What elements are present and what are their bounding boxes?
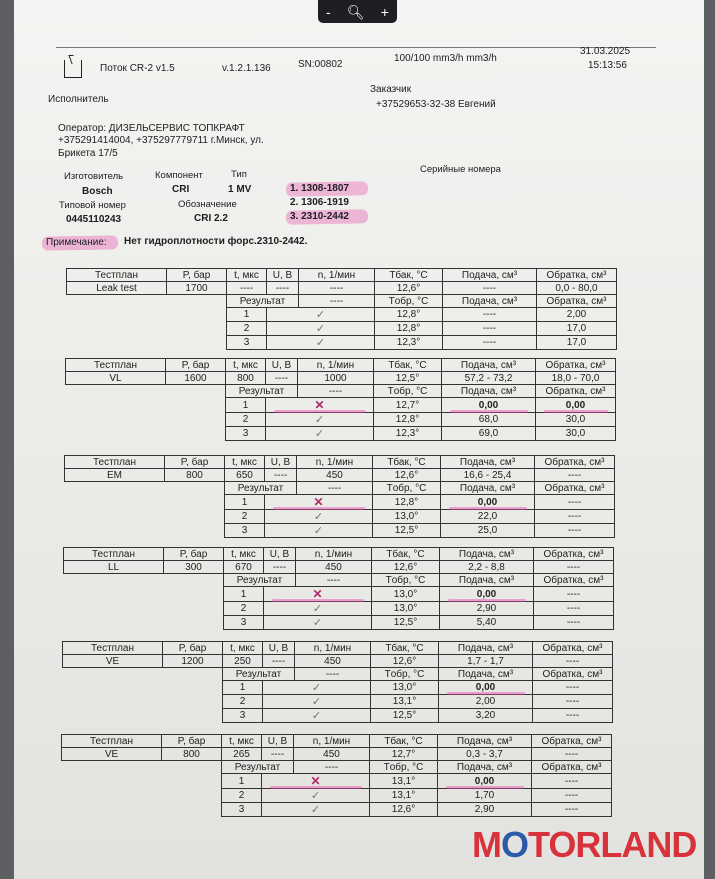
highlighter-stroke	[270, 786, 362, 789]
return-value: ----	[533, 709, 613, 723]
serial-number: SN:00802	[298, 59, 343, 70]
return-header: Обратка, см³	[534, 548, 614, 561]
pressure-header: P, бар	[163, 642, 223, 655]
model-value: 0445110243	[66, 214, 122, 225]
return-value: 30,0	[536, 413, 616, 427]
cylinder-number: 2	[223, 695, 263, 709]
return-value: ----	[535, 510, 615, 524]
plan-u-value: ----	[264, 561, 296, 574]
test-plan-table	[66, 268, 617, 350]
return-temp-value: 12,6°	[370, 803, 438, 817]
voltage-header: U, В	[267, 269, 299, 282]
component-label: Компонент	[155, 170, 203, 181]
return-header: Обратка, см³	[532, 735, 612, 748]
plan-t-value: 650	[225, 469, 265, 482]
plan-plan-value: LL	[64, 561, 164, 574]
return-temp-value: 12,8°	[375, 308, 443, 322]
plan-n-value: 450	[294, 748, 370, 761]
feed-header: Подача, см³	[440, 548, 534, 561]
software-version: v.1.2.1.136	[222, 63, 271, 74]
plan-u-value: ----	[267, 282, 299, 295]
feed-value: 2,90	[438, 803, 532, 817]
time-header: t, мкс	[223, 642, 263, 655]
report-date: 31.03.2025	[580, 46, 631, 57]
fail-mark-icon: ✕	[266, 398, 374, 413]
highlighter-stroke	[274, 410, 366, 413]
customer-label: Заказчик	[370, 84, 412, 95]
operator-line-3: Брикета 17/5	[58, 148, 118, 159]
return-temp-value: 12,8°	[374, 413, 442, 427]
test-plan-table	[64, 455, 615, 538]
result-dash: ----	[296, 574, 372, 587]
voltage-header: U, В	[264, 548, 296, 561]
return-header: Обратка, см³	[537, 295, 617, 308]
return-header: Обратка, см³	[535, 456, 615, 469]
highlighter-stroke	[447, 692, 525, 695]
return-temp-value: 12,5°	[372, 616, 440, 630]
return-temp-value: 12,5°	[373, 524, 441, 538]
plan-plan-value: Leak test	[67, 282, 167, 295]
plan-plan-value: VE	[63, 655, 163, 668]
feed-header: Подача, см³	[439, 668, 533, 681]
result-header: Результат	[223, 668, 295, 681]
cylinder-number: 3	[222, 803, 262, 817]
rpm-header: n, 1/мин	[295, 642, 371, 655]
return-temp-value: 12,8°	[373, 495, 441, 510]
plan-t-value: 265	[222, 748, 262, 761]
check-mark-icon: ✓	[263, 709, 371, 723]
feed-value: 22,0	[441, 510, 535, 524]
plan-tbak-value: 12,7°	[370, 748, 438, 761]
plan-ret-value: ----	[535, 469, 615, 482]
plan-tbak-value: 12,6°	[372, 561, 440, 574]
highlighter-stroke	[544, 410, 608, 413]
test-plan-table	[62, 641, 613, 723]
check-mark-icon: ✓	[267, 336, 375, 350]
return-value: ----	[533, 695, 613, 709]
cylinder-number: 3	[226, 427, 266, 441]
fail-mark-icon: ✕	[262, 774, 370, 789]
feed-header: Подача, см³	[441, 456, 535, 469]
plan-feed-value: ----	[443, 282, 537, 295]
cylinder-number: 2	[225, 510, 265, 524]
voltage-header: U, В	[265, 456, 297, 469]
plan-header: Тестплан	[66, 359, 166, 372]
return-value: 0,00	[536, 398, 616, 413]
result-header: Результат	[224, 574, 296, 587]
plan-p-value: 800	[162, 748, 222, 761]
check-mark-icon: ✓	[264, 616, 372, 630]
note-label: Примечание:	[46, 237, 107, 248]
feed-header: Подача, см³	[438, 735, 532, 748]
plan-ret-value: 18,0 - 70,0	[536, 372, 616, 385]
cylinder-number: 1	[226, 398, 266, 413]
cylinder-number: 2	[227, 322, 267, 336]
model-label: Типовой номер	[59, 200, 126, 211]
component-value: CRI	[172, 184, 190, 195]
plan-feed-value: 0,3 - 3,7	[438, 748, 532, 761]
plan-ret-value: ----	[533, 655, 613, 668]
result-header: Результат	[225, 482, 297, 495]
plan-n-value: 450	[295, 655, 371, 668]
plan-ret-value: ----	[532, 748, 612, 761]
return-value: ----	[534, 587, 614, 602]
check-mark-icon: ✓	[263, 681, 371, 695]
plan-p-value: 800	[165, 469, 225, 482]
plan-t-value: 670	[224, 561, 264, 574]
result-dash: ----	[294, 761, 370, 774]
return-temp-value: 12,8°	[375, 322, 443, 336]
rpm-header: n, 1/мин	[297, 456, 373, 469]
return-value: ----	[534, 602, 614, 616]
highlighter-stroke	[446, 786, 524, 789]
highlighter-stroke	[272, 599, 364, 602]
plan-feed-value: 57,2 - 73,2	[442, 372, 536, 385]
feed-value: 0,00	[439, 681, 533, 695]
cylinder-number: 1	[223, 681, 263, 695]
feed-value: 2,90	[440, 602, 534, 616]
feed-value: ----	[443, 336, 537, 350]
result-header: Результат	[222, 761, 294, 774]
return-header: Обратка, см³	[537, 269, 617, 282]
cylinder-number: 3	[227, 336, 267, 350]
plan-header: Тестплан	[65, 456, 165, 469]
highlighter-stroke	[448, 599, 526, 602]
return-temp-value: 13,1°	[370, 774, 438, 789]
cylinder-number: 1	[225, 495, 265, 510]
result-dash: ----	[298, 385, 374, 398]
pressure-header: P, бар	[164, 548, 224, 561]
return-temp-value: 13,1°	[370, 789, 438, 803]
plan-ret-value: 0,0 - 80,0	[537, 282, 617, 295]
plan-plan-value: EM	[65, 469, 165, 482]
check-mark-icon: ✓	[264, 602, 372, 616]
plan-t-value: ----	[227, 282, 267, 295]
plan-t-value: 250	[223, 655, 263, 668]
feed-header: Подача, см³	[443, 295, 537, 308]
plan-tbak-value: 12,5°	[374, 372, 442, 385]
feed-header: Подача, см³	[439, 642, 533, 655]
plan-feed-value: 16,6 - 25,4	[441, 469, 535, 482]
return-header: Обратка, см³	[536, 359, 616, 372]
check-mark-icon: ✓	[265, 524, 373, 538]
tank-temp-header: Tбак, °C	[371, 642, 439, 655]
cylinder-number: 3	[225, 524, 265, 538]
check-mark-icon: ✓	[262, 803, 370, 817]
return-value: 17,0	[537, 322, 617, 336]
feed-value: 0,00	[441, 495, 535, 510]
feed-value: ----	[443, 322, 537, 336]
voltage-header: U, В	[266, 359, 298, 372]
return-value: ----	[535, 524, 615, 538]
rpm-header: n, 1/мин	[298, 359, 374, 372]
note-text: Нет гидроплотности форс.2310-2442.	[124, 236, 308, 247]
return-header: Обратка, см³	[532, 761, 612, 774]
voltage-header: U, В	[262, 735, 294, 748]
check-mark-icon: ✓	[266, 427, 374, 441]
result-dash: ----	[297, 482, 373, 495]
rpm-header: n, 1/мин	[299, 269, 375, 282]
designation-label: Обозначение	[178, 199, 237, 210]
motorland-watermark: MOTORLAND	[472, 824, 697, 865]
operator-line-1: Оператор: ДИЗЕЛЬСЕРВИС ТОПКРАФТ	[58, 123, 245, 134]
return-value: ----	[532, 789, 612, 803]
plan-ret-value: ----	[534, 561, 614, 574]
check-mark-icon: ✓	[265, 510, 373, 524]
plan-feed-value: 2,2 - 8,8	[440, 561, 534, 574]
return-temp-value: 12,5°	[371, 709, 439, 723]
feed-value: 1,70	[438, 789, 532, 803]
return-temp-value: 13,0°	[372, 587, 440, 602]
cylinder-number: 2	[224, 602, 264, 616]
feed-header: Подача, см³	[438, 761, 532, 774]
feed-value: ----	[443, 308, 537, 322]
feed-value: 5,40	[440, 616, 534, 630]
highlighter-stroke	[450, 410, 528, 413]
operator-line-2: +375291414004, +375297779711 г.Минск, ул.	[58, 135, 264, 146]
plan-n-value: 450	[297, 469, 373, 482]
fail-mark-icon: ✕	[265, 495, 373, 510]
feed-value: 0,00	[442, 398, 536, 413]
check-mark-icon: ✓	[263, 695, 371, 709]
designation-value: CRI 2.2	[194, 213, 228, 224]
plan-p-value: 1200	[163, 655, 223, 668]
check-mark-icon: ✓	[267, 322, 375, 336]
test-plan-table	[63, 547, 614, 630]
type-label: Тип	[231, 169, 247, 180]
tank-temp-header: Tбак, °C	[374, 359, 442, 372]
feed-value: 3,20	[439, 709, 533, 723]
plan-n-value: ----	[299, 282, 375, 295]
feed-value: 68,0	[442, 413, 536, 427]
maker-label: Изготовитель	[64, 171, 124, 182]
return-temp-value: 13,0°	[372, 602, 440, 616]
zoom-out-button[interactable]: -	[326, 3, 331, 20]
plan-t-value: 800	[226, 372, 266, 385]
result-header: Результат	[226, 385, 298, 398]
return-value: ----	[535, 495, 615, 510]
return-temp-header: Tобр, °C	[375, 295, 443, 308]
pressure-header: P, бар	[166, 359, 226, 372]
customer-value: +37529653-32-38 Евгений	[376, 99, 496, 110]
check-mark-icon: ✓	[266, 413, 374, 427]
return-value: ----	[532, 803, 612, 817]
test-plan-table	[65, 358, 616, 441]
plan-n-value: 1000	[298, 372, 374, 385]
feed-header: Подача, см³	[442, 359, 536, 372]
feed-header: Подача, см³	[440, 574, 534, 587]
return-header: Обратка, см³	[534, 574, 614, 587]
cylinder-number: 3	[223, 709, 263, 723]
plan-tbak-value: 12,6°	[371, 655, 439, 668]
test-plan-table	[61, 734, 612, 817]
return-temp-value: 12,7°	[374, 398, 442, 413]
feed-header: Подача, см³	[443, 269, 537, 282]
tank-temp-header: Tбак, °C	[373, 456, 441, 469]
device-name: Поток CR-2 v1.5	[100, 63, 175, 74]
return-value: 30,0	[536, 427, 616, 441]
plan-p-value: 1700	[167, 282, 227, 295]
return-value: 17,0	[537, 336, 617, 350]
cylinder-number: 1	[224, 587, 264, 602]
feed-header: Подача, см³	[441, 482, 535, 495]
time-header: t, мкс	[224, 548, 264, 561]
return-value: ----	[534, 616, 614, 630]
return-temp-header: Tобр, °C	[373, 482, 441, 495]
return-value: ----	[533, 681, 613, 695]
highlighter-stroke	[449, 507, 527, 510]
plan-header: Тестплан	[64, 548, 164, 561]
feed-header: Подача, см³	[442, 385, 536, 398]
time-header: t, мкс	[226, 359, 266, 372]
magnifier-icon[interactable]: 🔍︎	[346, 3, 365, 20]
return-temp-header: Tобр, °C	[374, 385, 442, 398]
plan-tbak-value: 12,6°	[375, 282, 443, 295]
feed-value: 25,0	[441, 524, 535, 538]
zoom-toolbar	[318, 0, 397, 23]
cylinder-number: 1	[222, 774, 262, 789]
rpm-header: n, 1/мин	[296, 548, 372, 561]
cylinder-number: 2	[222, 789, 262, 803]
plan-n-value: 450	[296, 561, 372, 574]
rpm-header: n, 1/мин	[294, 735, 370, 748]
tank-temp-header: Tбак, °C	[375, 269, 443, 282]
plan-p-value: 300	[164, 561, 224, 574]
report-time: 15:13:56	[588, 60, 627, 71]
return-value: 2,00	[537, 308, 617, 322]
result-dash: ----	[295, 668, 371, 681]
plan-plan-value: VE	[62, 748, 162, 761]
return-value: ----	[532, 774, 612, 789]
return-header: Обратка, см³	[533, 642, 613, 655]
serial-3: 3. 2310-2442	[290, 211, 349, 222]
return-temp-value: 13,0°	[373, 510, 441, 524]
cylinder-number: 3	[224, 616, 264, 630]
return-header: Обратка, см³	[536, 385, 616, 398]
pressure-header: P, бар	[162, 735, 222, 748]
plan-u-value: ----	[266, 372, 298, 385]
return-temp-header: Tобр, °C	[372, 574, 440, 587]
serial-1: 1. 1308-1807	[290, 183, 349, 194]
plan-p-value: 1600	[166, 372, 226, 385]
check-mark-icon: ✓	[262, 789, 370, 803]
plan-plan-value: VL	[66, 372, 166, 385]
return-header: Обратка, см³	[533, 668, 613, 681]
plan-u-value: ----	[262, 748, 294, 761]
maker-value: Bosch	[82, 186, 113, 197]
cylinder-number: 1	[227, 308, 267, 322]
return-temp-value: 13,0°	[371, 681, 439, 695]
tank-temp-header: Tбак, °C	[370, 735, 438, 748]
return-temp-value: 12,3°	[374, 427, 442, 441]
pressure-header: P, бар	[167, 269, 227, 282]
cylinder-number: 2	[226, 413, 266, 427]
plan-feed-value: 1,7 - 1,7	[439, 655, 533, 668]
return-temp-value: 13,1°	[371, 695, 439, 709]
zoom-in-button[interactable]: +	[380, 3, 389, 20]
time-header: t, мкс	[227, 269, 267, 282]
return-header: Обратка, см³	[535, 482, 615, 495]
plan-header: Тестплан	[67, 269, 167, 282]
return-temp-header: Tобр, °C	[370, 761, 438, 774]
time-header: t, мкс	[222, 735, 262, 748]
result-dash: ----	[299, 295, 375, 308]
tank-temp-header: Tбак, °C	[372, 548, 440, 561]
device-logo-icon	[64, 60, 82, 78]
feed-value: 0,00	[438, 774, 532, 789]
plan-u-value: ----	[265, 469, 297, 482]
check-mark-icon: ✓	[267, 308, 375, 322]
plan-tbak-value: 12,6°	[373, 469, 441, 482]
voltage-header: U, В	[263, 642, 295, 655]
plan-header: Тестплан	[62, 735, 162, 748]
fail-mark-icon: ✕	[264, 587, 372, 602]
feed-value: 69,0	[442, 427, 536, 441]
feed-value: 2,00	[439, 695, 533, 709]
plan-header: Тестплан	[63, 642, 163, 655]
type-value: 1 MV	[228, 184, 252, 195]
return-temp-header: Tобр, °C	[371, 668, 439, 681]
serials-label: Серийные номера	[420, 164, 501, 175]
pressure-header: P, бар	[165, 456, 225, 469]
serial-2: 2. 1306-1919	[290, 197, 349, 208]
plan-u-value: ----	[263, 655, 295, 668]
result-header: Результат	[227, 295, 299, 308]
feed-value: 0,00	[440, 587, 534, 602]
highlighter-stroke	[273, 507, 365, 510]
report-sheet	[14, 0, 704, 879]
header-divider	[56, 47, 656, 48]
return-temp-value: 12,3°	[375, 336, 443, 350]
executor-label: Исполнитель	[48, 94, 109, 105]
flow-units: 100/100 mm3/h mm3/h	[394, 53, 497, 64]
time-header: t, мкс	[225, 456, 265, 469]
